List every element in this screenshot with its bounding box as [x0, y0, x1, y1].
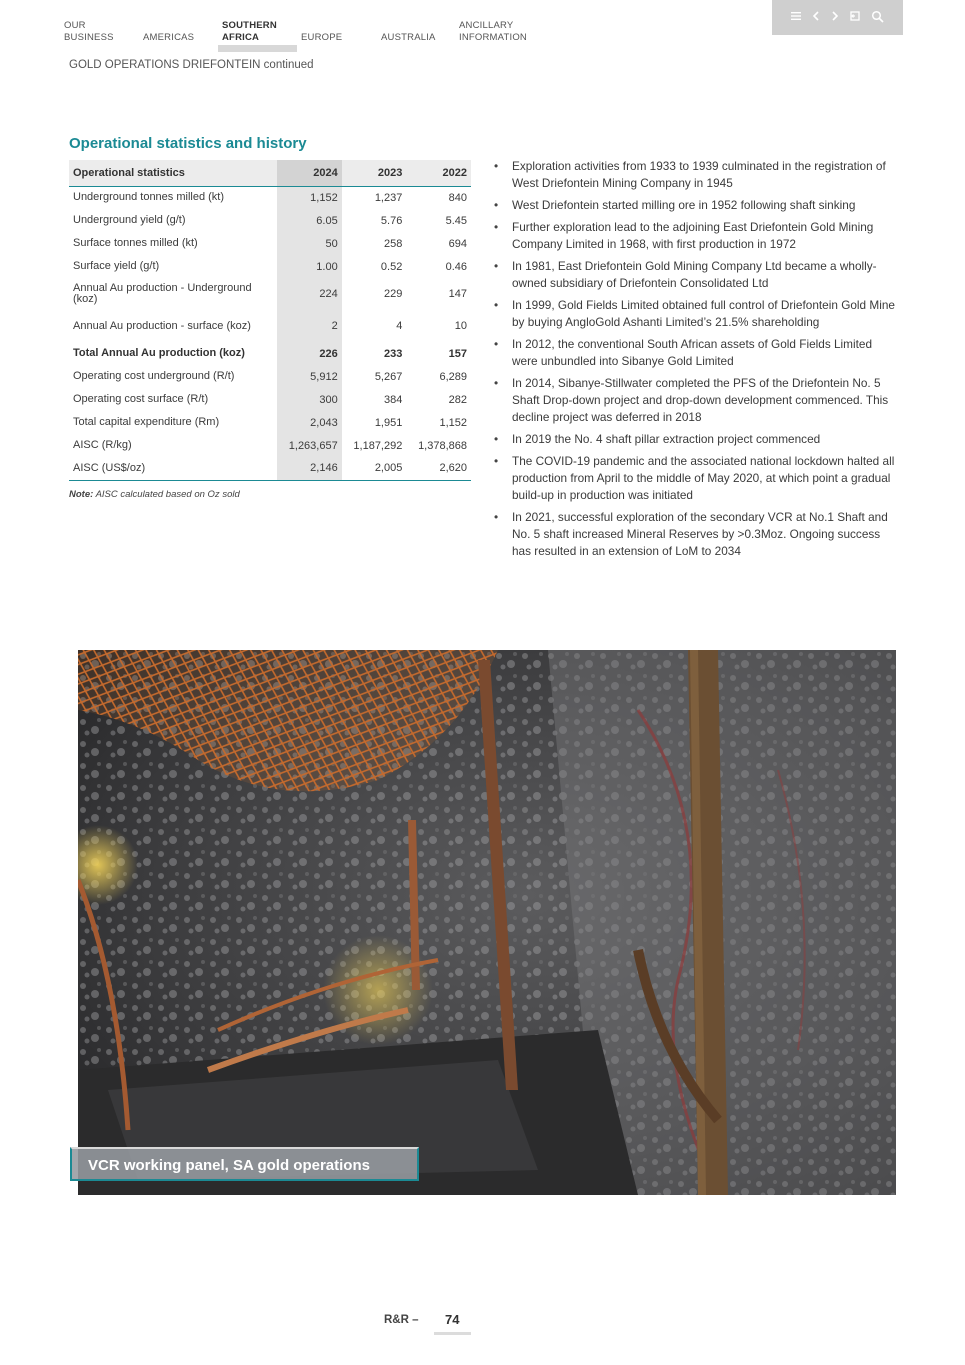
cell-2022: 1,152: [439, 416, 467, 429]
column-header: 2022: [442, 166, 467, 179]
cell-2023: 5.76: [380, 214, 403, 227]
table-row: [69, 310, 471, 342]
row-label: Surface yield (g/t): [73, 260, 160, 272]
table-note: [69, 489, 240, 500]
cell-2022: 5.45: [445, 214, 467, 227]
cell-2023: 4: [396, 320, 403, 332]
document-toolbar: [772, 0, 903, 35]
cell-2024: 2,146: [277, 457, 342, 480]
caption-text: VCR working panel, SA gold operations: [88, 1157, 370, 1174]
nav-label-line1: SOUTHERN: [222, 20, 277, 31]
note-label: Note:: [69, 489, 94, 500]
nav-active-indicator: [218, 45, 297, 52]
row-label: Underground yield (g/t): [73, 214, 186, 226]
list-item: • Further exploration lead to the adjoining East Driefontein Gold Mining Company Limited in 1968, with first production in 1972: [490, 219, 900, 253]
cell-2024: 50: [277, 232, 342, 255]
list-item: • In 2021, successful exploration of the secondary VCR at No.1 Shaft and No. 5 shaft increased Mineral Reserves by >0.3Moz. Ongoing success has resulted in an extension of LoM to 2034: [490, 509, 900, 560]
cell-2023: 5,267: [374, 370, 403, 383]
table-row-total: [69, 342, 471, 365]
cell-2024: 6.05: [277, 209, 342, 232]
nav-label-line2: AFRICA: [222, 32, 260, 43]
column-header: 2024: [277, 160, 342, 186]
nav-label-line1: OUR: [64, 20, 86, 31]
table-row: [69, 278, 471, 310]
table-row: [69, 255, 471, 278]
row-label: AISC (R/kg): [73, 439, 132, 451]
cell-2022: 0.46: [445, 260, 467, 273]
nav-label-line1: ANCILLARY: [459, 20, 514, 31]
cell-2023: 1,187,292: [353, 439, 403, 452]
row-label: Underground tonnes milled (kt): [73, 191, 225, 204]
list-item: • In 1999, Gold Fields Limited obtained full control of Driefontein Gold Mine by buying AngloGold Ashanti Limited’s 21.5% shareholding: [490, 297, 900, 331]
table-row: [69, 388, 471, 411]
nav-ancillary-information[interactable]: [459, 20, 527, 44]
table-row: [69, 365, 471, 388]
cell-2023: 2,005: [374, 462, 403, 475]
menu-icon[interactable]: [789, 10, 803, 24]
cell-2024: 1,152: [277, 186, 342, 209]
note-text: AISC calculated based on Oz sold: [95, 489, 240, 500]
table-row: [69, 457, 471, 480]
chevron-right-icon[interactable]: [828, 10, 842, 24]
nav-label: AMERICAS: [143, 32, 195, 43]
cell-2024: 2,043: [277, 411, 342, 434]
cell-2022: 840: [448, 191, 467, 204]
list-item: • In 1981, East Driefontein Gold Mining Company Ltd became a wholly-owned subsidiary of Driefontein Consolidated Ltd: [490, 258, 900, 292]
cell-2023: 384: [383, 393, 403, 406]
cell-2022: 2,620: [439, 462, 467, 475]
cell-2024: 300: [277, 388, 342, 411]
cell-2023: 233: [383, 347, 403, 360]
table-row: [69, 232, 471, 255]
mine-photo-illustration: [78, 650, 896, 1195]
cell-2023: 1,237: [374, 191, 403, 204]
nav-label-line2: BUSINESS: [64, 32, 114, 43]
row-label: Annual Au production - Underground (koz): [73, 282, 252, 305]
cell-2023: 258: [383, 237, 403, 250]
cell-2022: 1,378,868: [418, 439, 467, 452]
page-number-underline: [434, 1332, 471, 1335]
table-header-row: [69, 160, 471, 186]
cell-2022: 10: [454, 320, 467, 332]
list-item: • In 2012, the conventional South African assets of Gold Fields Limited were unbundled into Sibanye Gold Limited: [490, 336, 900, 370]
table-row: [69, 411, 471, 434]
list-item: • West Driefontein started milling ore in 1952 following shaft sinking: [490, 197, 900, 214]
list-item: • Exploration activities from 1933 to 1939 culminated in the registration of West Driefontein Mining Company in 1945: [490, 158, 900, 192]
page-number: 74: [445, 1312, 460, 1327]
nav-label: AUSTRALIA: [381, 32, 436, 43]
row-label: Surface tonnes milled (kt): [73, 237, 198, 249]
cell-2022: 282: [448, 393, 467, 406]
cell-2024: 2: [277, 310, 342, 342]
cell-2022: 147: [448, 288, 467, 300]
cell-2022: 157: [448, 347, 467, 360]
list-item: • In 2019 the No. 4 shaft pillar extraction project commenced: [490, 431, 900, 448]
search-icon[interactable]: [870, 10, 884, 24]
cell-2024: 226: [277, 342, 342, 365]
footer-label: R&R –: [384, 1314, 419, 1326]
row-label: Operating cost surface (R/t): [73, 393, 209, 405]
photo-caption: [70, 1147, 419, 1181]
mine-photo: [78, 650, 896, 1195]
history-list: [490, 158, 900, 565]
nav-europe[interactable]: [301, 32, 342, 44]
cell-2024: 5,912: [277, 365, 342, 388]
operational-statistics-table: [69, 160, 471, 481]
table-row: [69, 209, 471, 232]
nav-label-line2: INFORMATION: [459, 32, 527, 43]
cell-2022: 694: [448, 237, 467, 250]
cell-2023: 0.52: [380, 260, 403, 273]
list-item: • In 2014, Sibanye-Stillwater completed the PFS of the Driefontein No. 5 Shaft Drop-down project and drop-down development commenced. This decline project was deferred in 2018: [490, 375, 900, 426]
cell-2022: 6,289: [439, 370, 467, 383]
nav-americas[interactable]: [143, 32, 194, 44]
return-icon[interactable]: [848, 10, 862, 24]
row-label: Annual Au production - surface (koz): [73, 319, 251, 332]
table-row: [69, 186, 471, 209]
nav-our-business[interactable]: [64, 20, 114, 44]
row-label: Operating cost underground (R/t): [73, 370, 235, 382]
column-header: Operational statistics: [73, 166, 185, 179]
cell-2023: 229: [383, 288, 403, 300]
cell-2024: 224: [277, 278, 342, 310]
row-label: Total capital expenditure (Rm): [73, 416, 220, 428]
column-header: 2023: [377, 166, 403, 179]
cell-2024: 1.00: [277, 255, 342, 278]
list-item: • The COVID-19 pandemic and the associated national lockdown halted all production from April to the middle of May 2020, at which point a gradual build-up in production was initiated: [490, 453, 900, 504]
section-title: Operational statistics and history: [69, 135, 307, 152]
chevron-left-icon[interactable]: [809, 10, 823, 24]
nav-label: EUROPE: [301, 32, 343, 43]
row-label: AISC (US$/oz): [73, 461, 146, 474]
nav-southern-africa[interactable]: [222, 20, 277, 44]
breadcrumb: GOLD OPERATIONS DRIEFONTEIN continued: [69, 59, 314, 71]
cell-2024: 1,263,657: [277, 434, 342, 457]
cell-2023: 1,951: [374, 416, 403, 429]
nav-australia[interactable]: [381, 32, 436, 44]
table-row: [69, 434, 471, 457]
row-label: Total Annual Au production (koz): [73, 347, 245, 359]
